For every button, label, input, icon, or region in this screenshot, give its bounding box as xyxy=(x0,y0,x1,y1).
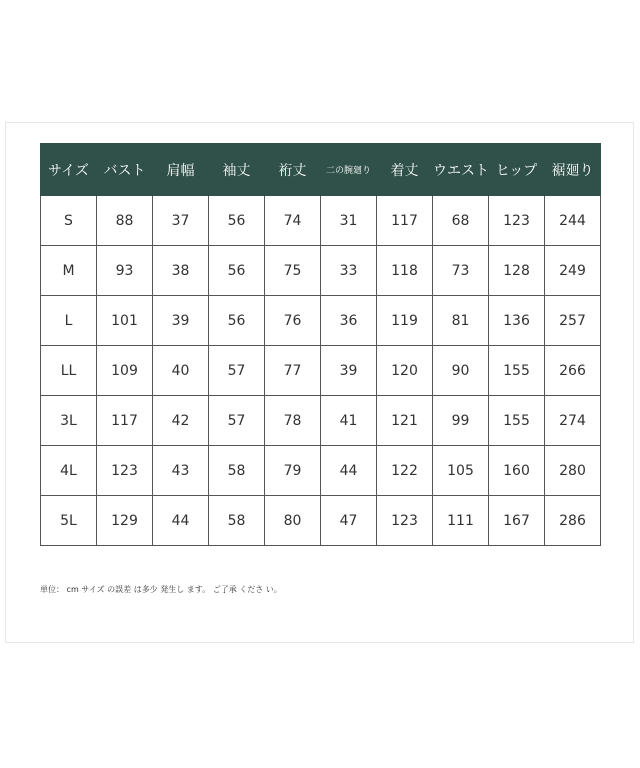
measurement-cell: 136 xyxy=(489,296,545,346)
measurement-cell: 122 xyxy=(377,446,433,496)
header-hem: 裾廻り xyxy=(545,144,601,196)
table-header-row xyxy=(41,144,601,196)
measurement-cell: 155 xyxy=(489,396,545,446)
measurement-cell: 57 xyxy=(209,346,265,396)
measurement-cell: 99 xyxy=(433,396,489,446)
measurement-cell: 257 xyxy=(545,296,601,346)
measurement-cell: 155 xyxy=(489,346,545,396)
measurement-cell: 117 xyxy=(97,396,153,446)
measurement-cell: 118 xyxy=(377,246,433,296)
size-label-cell: M xyxy=(41,246,97,296)
measurement-cell: 44 xyxy=(321,446,377,496)
table-row xyxy=(41,246,601,296)
measurement-cell: 129 xyxy=(97,496,153,546)
header-upper-arm: 二の腕廻り xyxy=(321,144,377,196)
table-row xyxy=(41,296,601,346)
header-yuki-length: 裄丈 xyxy=(265,144,321,196)
measurement-cell: 73 xyxy=(433,246,489,296)
size-label-cell: S xyxy=(41,196,97,246)
header-length: 着丈 xyxy=(377,144,433,196)
measurement-cell: 39 xyxy=(153,296,209,346)
measurement-cell: 249 xyxy=(545,246,601,296)
measurement-cell: 58 xyxy=(209,446,265,496)
header-shoulder-width: 肩幅 xyxy=(153,144,209,196)
measurement-cell: 40 xyxy=(153,346,209,396)
measurement-cell: 119 xyxy=(377,296,433,346)
measurement-cell: 36 xyxy=(321,296,377,346)
measurement-cell: 56 xyxy=(209,196,265,246)
measurement-cell: 68 xyxy=(433,196,489,246)
measurement-cell: 43 xyxy=(153,446,209,496)
measurement-cell: 128 xyxy=(489,246,545,296)
measurement-cell: 47 xyxy=(321,496,377,546)
header-bust: バスト xyxy=(97,144,153,196)
measurement-cell: 78 xyxy=(265,396,321,446)
measurement-cell: 111 xyxy=(433,496,489,546)
measurement-cell: 81 xyxy=(433,296,489,346)
table-body xyxy=(41,196,601,546)
size-label-cell: 5L xyxy=(41,496,97,546)
size-label-cell: L xyxy=(41,296,97,346)
measurement-cell: 80 xyxy=(265,496,321,546)
header-hip: ヒップ xyxy=(489,144,545,196)
header-sleeve-length: 袖丈 xyxy=(209,144,265,196)
measurement-cell: 37 xyxy=(153,196,209,246)
size-label-cell: 3L xyxy=(41,396,97,446)
measurement-cell: 57 xyxy=(209,396,265,446)
measurement-cell: 274 xyxy=(545,396,601,446)
table-row xyxy=(41,346,601,396)
measurement-cell: 44 xyxy=(153,496,209,546)
measurement-cell: 90 xyxy=(433,346,489,396)
measurement-cell: 93 xyxy=(97,246,153,296)
measurement-cell: 39 xyxy=(321,346,377,396)
measurement-cell: 120 xyxy=(377,346,433,396)
measurement-cell: 244 xyxy=(545,196,601,246)
header-waist: ウエスト xyxy=(433,144,489,196)
size-table xyxy=(40,143,601,546)
measurement-cell: 101 xyxy=(97,296,153,346)
size-label-cell: LL xyxy=(41,346,97,396)
measurement-cell: 56 xyxy=(209,296,265,346)
size-label-cell: 4L xyxy=(41,446,97,496)
measurement-cell: 266 xyxy=(545,346,601,396)
measurement-cell: 105 xyxy=(433,446,489,496)
measurement-cell: 117 xyxy=(377,196,433,246)
measurement-cell: 38 xyxy=(153,246,209,296)
measurement-cell: 109 xyxy=(97,346,153,396)
measurement-cell: 42 xyxy=(153,396,209,446)
table-row xyxy=(41,446,601,496)
measurement-cell: 286 xyxy=(545,496,601,546)
measurement-cell: 31 xyxy=(321,196,377,246)
measurement-cell: 74 xyxy=(265,196,321,246)
measurement-cell: 121 xyxy=(377,396,433,446)
table-row xyxy=(41,196,601,246)
measurement-cell: 123 xyxy=(377,496,433,546)
measurement-cell: 167 xyxy=(489,496,545,546)
measurement-cell: 58 xyxy=(209,496,265,546)
measurement-cell: 75 xyxy=(265,246,321,296)
measurement-cell: 280 xyxy=(545,446,601,496)
measurement-cell: 77 xyxy=(265,346,321,396)
header-size: サイズ xyxy=(41,144,97,196)
measurement-cell: 76 xyxy=(265,296,321,346)
measurement-cell: 88 xyxy=(97,196,153,246)
measurement-cell: 160 xyxy=(489,446,545,496)
measurement-cell: 123 xyxy=(489,196,545,246)
table-row xyxy=(41,396,601,446)
measurement-cell: 41 xyxy=(321,396,377,446)
unit-note: 単位： cm サイズ の誤差 は多少 発生し ます。 ご了承 くださ い。 xyxy=(40,585,282,594)
table-row xyxy=(41,496,601,546)
measurement-cell: 33 xyxy=(321,246,377,296)
measurement-cell: 56 xyxy=(209,246,265,296)
measurement-cell: 79 xyxy=(265,446,321,496)
measurement-cell: 123 xyxy=(97,446,153,496)
